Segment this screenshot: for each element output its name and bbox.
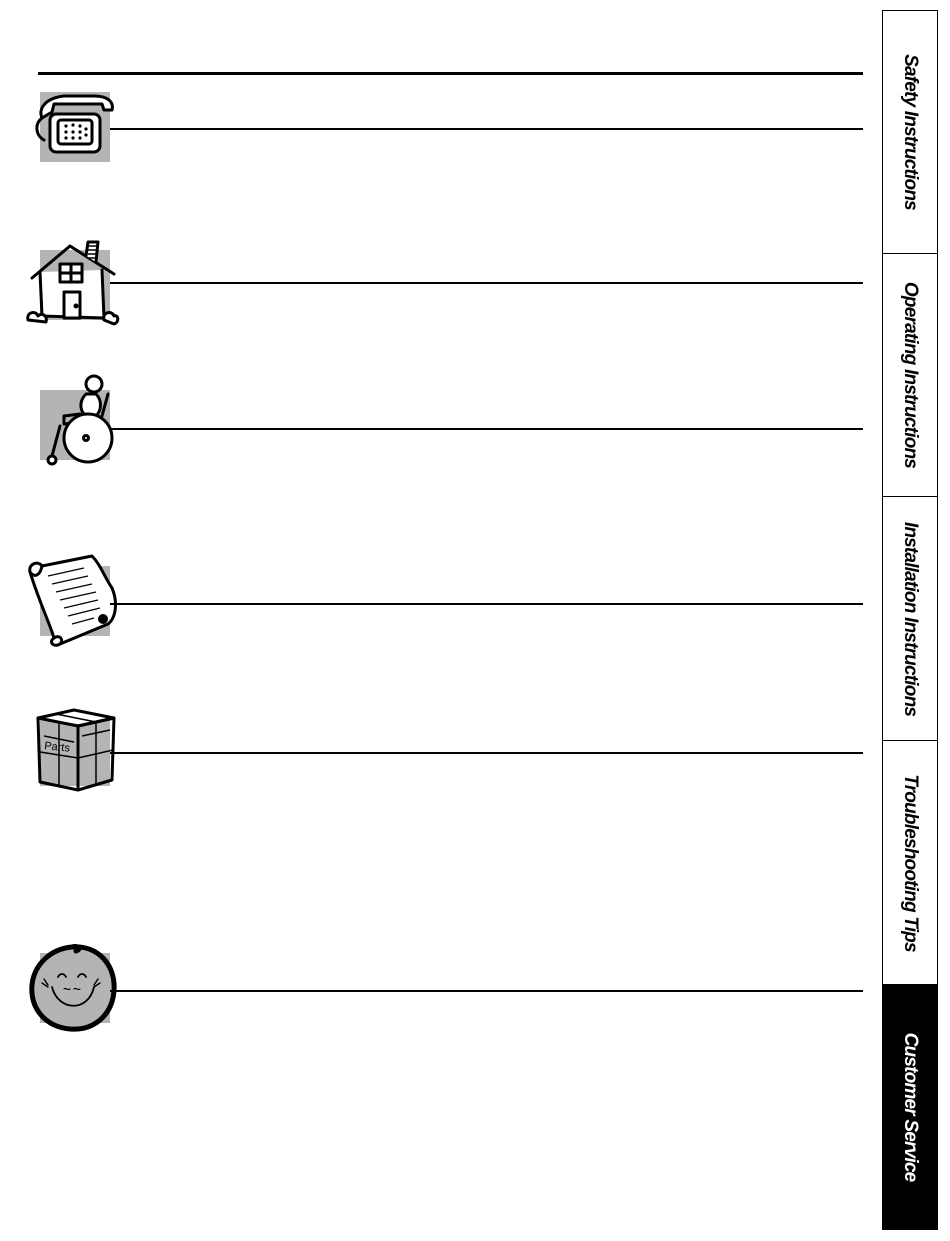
page-top-rule <box>38 72 863 75</box>
house-icon <box>24 234 120 330</box>
section-rule <box>110 990 863 992</box>
tab-troubleshooting-tips[interactable] <box>882 740 938 985</box>
tab-label: Troubleshooting Tips <box>900 773 921 952</box>
wheelchair-icon <box>24 372 120 468</box>
tab-installation-instructions[interactable] <box>882 496 938 741</box>
tab-label: Installation Instructions <box>900 521 921 716</box>
tab-customer-service[interactable] <box>882 984 938 1230</box>
section-feedback <box>0 953 870 1043</box>
section-tabs <box>882 10 938 1230</box>
section-rule <box>110 752 863 754</box>
parts-box-icon <box>24 700 120 796</box>
section-rule <box>110 603 863 605</box>
telephone-icon <box>24 78 120 174</box>
scroll-icon <box>24 552 120 648</box>
parts-label: Parts <box>43 740 71 755</box>
tab-label: Customer Service <box>900 1032 921 1182</box>
smiley-face-icon <box>24 941 120 1037</box>
section-rule <box>110 282 863 284</box>
section-accessibility <box>0 390 870 480</box>
tab-safety-instructions[interactable] <box>882 10 938 254</box>
section-phone <box>0 92 870 182</box>
tab-label: Safety Instructions <box>900 54 921 210</box>
section-home <box>0 248 870 338</box>
section-parts <box>0 716 870 806</box>
section-warranty <box>0 566 870 656</box>
tab-label: Operating Instructions <box>900 281 921 469</box>
section-rule <box>110 128 863 130</box>
tab-operating-instructions[interactable] <box>882 253 938 497</box>
section-rule <box>110 428 863 430</box>
